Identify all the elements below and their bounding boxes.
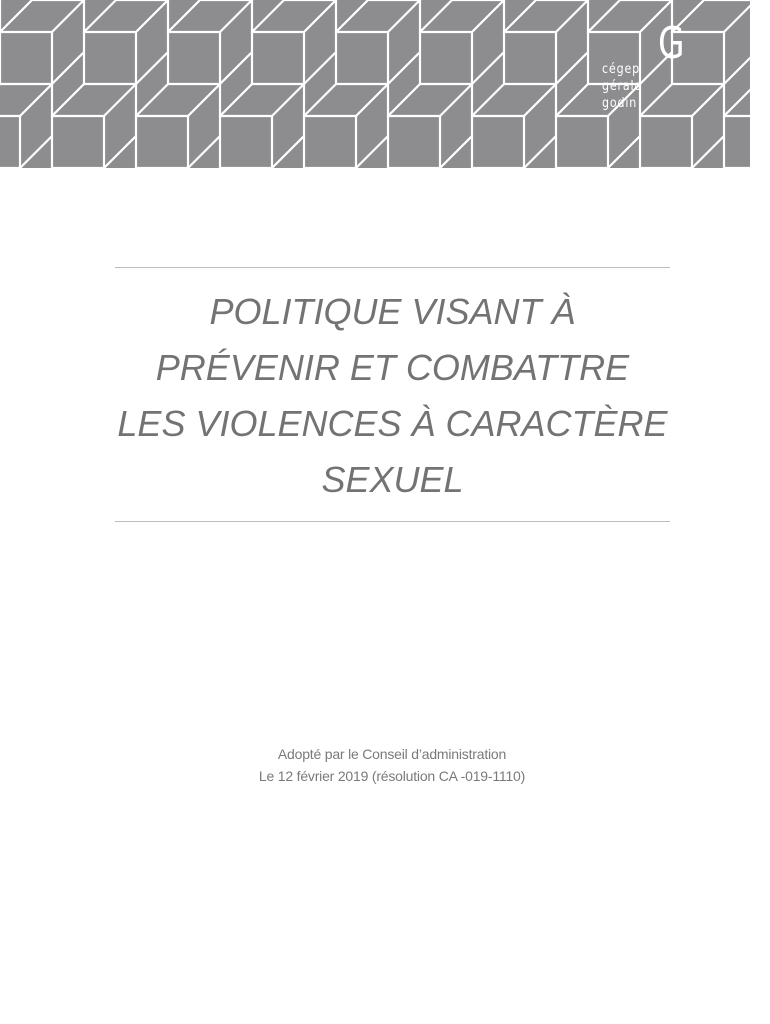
title-line-2: PRÉVENIR ET COMBATTRE [155,347,630,388]
title-line-4: SEXUEL [321,459,464,500]
header-banner [0,0,750,168]
adoption-line-2: Le 12 février 2019 (résolution CA -019-1110) [258,768,526,784]
cegep-gerald-godin-logo [596,20,694,130]
logo-line-2: gérald [602,79,643,94]
logo-letter: G [658,18,685,69]
adoption-note [192,743,592,787]
logo-wordmark [602,61,642,112]
title-top-divider [115,267,670,268]
logo-line-1: cégep [602,62,640,77]
title-line-3: LES VIOLENCES À CARACTÈRE [117,403,668,444]
document-title [100,284,685,508]
adoption-line-1: Adopté par le Conseil d’administration [277,746,507,762]
logo-line-3: godin [602,96,638,111]
title-bottom-divider [115,521,670,522]
title-line-1: POLITIQUE VISANT À [209,291,576,332]
